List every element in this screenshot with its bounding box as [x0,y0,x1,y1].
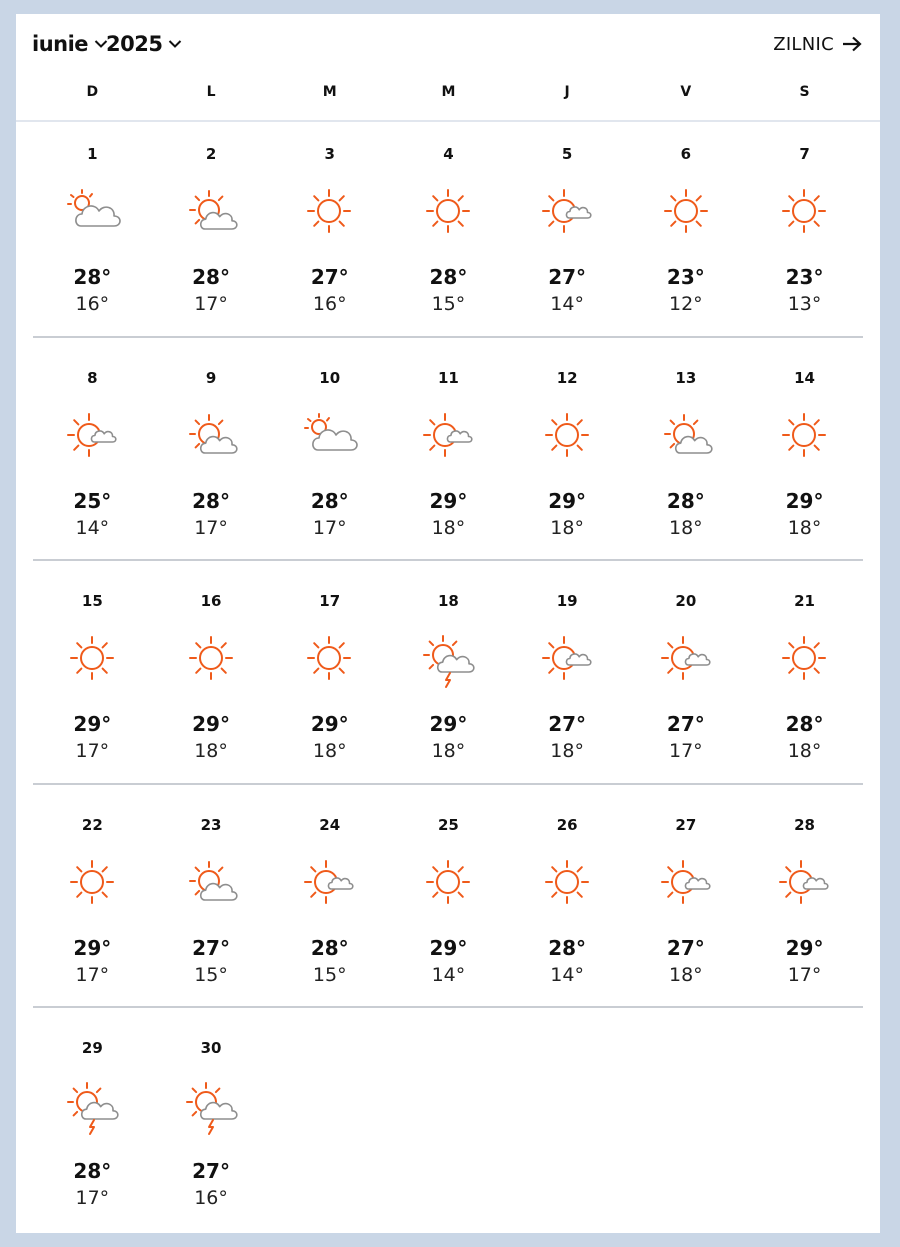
day-cell[interactable] [270,145,389,345]
low-temp: 14° [431,963,466,986]
day-cell[interactable] [389,592,508,792]
daily-view-link[interactable] [773,31,862,57]
low-temp: 18° [312,740,347,762]
day-number: 28 [794,815,815,834]
low-temp: 18° [550,740,584,762]
low-temp: 18° [669,516,703,539]
cloudy-icon [298,405,362,469]
high-temp: 27° [192,1159,230,1183]
high-temp: 27° [666,935,705,960]
day-number: 17 [319,592,341,610]
day-cell[interactable] [508,369,627,569]
weekday-label: S [799,84,810,100]
thunderstorm-icon [180,1075,244,1139]
sunny-icon [298,181,362,245]
day-cell[interactable] [745,816,864,1016]
low-temp: 13° [787,293,822,315]
day-number: 15 [81,592,103,610]
high-temp: 29° [192,712,230,736]
weekday-label: L [206,84,216,100]
sunny-icon [417,852,481,916]
sunny-icon [180,628,244,692]
mostly-sunny-icon [773,852,837,916]
day-cell[interactable] [270,369,389,569]
mostly-sunny-icon [298,852,362,916]
low-temp: 18° [431,740,466,762]
high-temp: 27° [192,935,230,960]
day-number: 18 [438,592,459,610]
day-number: 19 [556,592,578,610]
low-temp: 16° [194,1187,228,1209]
week-divider [33,559,863,561]
day-cell[interactable] [152,369,271,569]
day-number: 11 [438,368,459,387]
day-cell[interactable] [508,592,627,792]
low-temp: 15° [431,293,466,315]
low-temp: 17° [194,293,228,315]
high-temp: 28° [310,935,349,960]
low-temp: 18° [550,516,584,539]
partly-cloudy-icon [180,181,244,245]
day-number: 25 [438,815,459,834]
mostly-sunny-icon [655,628,719,692]
high-temp: 28° [73,1159,112,1183]
high-temp: 29° [73,712,112,736]
partly-cloudy-icon [180,405,244,469]
low-temp: 17° [75,740,110,762]
high-temp: 27° [666,712,705,736]
day-cell[interactable] [508,816,627,1016]
high-temp: 28° [785,712,824,736]
day-number: 6 [680,145,692,163]
sunny-icon [773,628,837,692]
low-temp: 15° [194,963,228,986]
high-temp: 29° [785,935,824,960]
high-temp: 29° [429,935,468,960]
mostly-sunny-icon [655,852,719,916]
sunny-icon [773,405,837,469]
sunny-icon [61,628,125,692]
day-cell[interactable] [745,369,864,569]
day-number: 29 [81,1039,103,1057]
day-cell[interactable] [627,592,746,792]
day-number: 9 [205,368,217,387]
weekday-label: J [564,84,570,100]
weekday-label: M [441,84,456,100]
day-number: 8 [87,368,98,387]
day-number: 30 [200,1039,222,1057]
day-cell[interactable] [152,145,271,345]
sunny-icon [298,628,362,692]
week-divider [33,336,863,338]
day-cell[interactable] [152,592,271,792]
day-cell[interactable] [270,592,389,792]
day-number: 2 [205,145,217,163]
high-temp: 29° [429,712,468,736]
high-temp: 29° [548,488,587,513]
day-cell[interactable] [270,816,389,1016]
low-temp: 18° [787,740,822,762]
sunny-icon [536,852,600,916]
year-selector[interactable] [106,31,182,57]
day-number: 21 [794,592,815,610]
header-divider [16,120,880,122]
high-temp: 28° [310,488,349,513]
weekday-label: D [86,84,99,100]
mostly-sunny-icon [536,628,600,692]
low-temp: 18° [669,963,703,986]
day-cell[interactable] [508,145,627,345]
day-cell[interactable] [745,145,864,345]
sunny-icon [773,181,837,245]
day-cell[interactable] [745,592,864,792]
sunny-icon [655,181,719,245]
low-temp: 17° [194,516,228,539]
high-temp: 27° [548,712,587,736]
year-label: 2025 [106,32,163,56]
high-temp: 28° [548,935,587,960]
low-temp: 18° [194,740,228,762]
day-number: 13 [675,368,697,387]
day-number: 4 [443,145,454,163]
high-temp: 29° [429,488,468,513]
low-temp: 12° [669,293,703,315]
day-number: 1 [87,145,98,163]
high-temp: 28° [666,488,705,513]
day-cell[interactable] [33,1039,152,1239]
partly-cloudy-icon [655,405,719,469]
mostly-sunny-icon [536,181,600,245]
day-number: 23 [200,815,222,834]
day-number: 5 [561,145,573,163]
low-temp: 16° [312,293,347,315]
day-number: 7 [799,145,810,163]
low-temp: 14° [550,963,584,986]
calendar-card [16,14,880,1233]
day-cell[interactable] [152,1039,271,1239]
sunny-icon [417,181,481,245]
low-temp: 18° [787,516,822,539]
day-cell[interactable] [389,369,508,569]
low-temp: 16° [75,293,110,315]
low-temp: 17° [787,963,822,986]
mostly-sunny-icon [61,405,125,469]
weekday-label: V [680,84,692,100]
month-label: iunie [32,32,89,56]
week-divider [33,783,863,785]
high-temp: 23° [785,265,824,289]
weekday-header-row [33,84,864,108]
partly-cloudy-icon [180,852,244,916]
high-temp: 29° [785,488,824,513]
high-temp: 25° [73,488,112,513]
day-cell[interactable] [627,369,746,569]
day-cell[interactable] [627,145,746,345]
sunny-icon [61,852,125,916]
chevron-down-icon [168,39,182,49]
day-cell[interactable] [33,369,152,569]
day-number: 3 [324,145,335,163]
high-temp: 27° [310,265,349,289]
day-number: 14 [794,368,815,387]
day-cell[interactable] [627,816,746,1016]
day-cell[interactable] [33,145,152,345]
day-number: 24 [319,815,341,834]
weekday-label: M [322,84,337,100]
thunderstorm-icon [417,628,481,692]
day-cell[interactable] [33,816,152,1016]
day-cell[interactable] [33,592,152,792]
low-temp: 15° [312,963,347,986]
high-temp: 27° [548,265,587,289]
high-temp: 28° [192,265,230,289]
arrow-right-icon [842,36,862,52]
high-temp: 28° [429,265,468,289]
day-number: 26 [556,815,578,834]
low-temp: 18° [431,516,466,539]
low-temp: 14° [550,293,584,315]
week-divider [33,1006,863,1008]
day-cell[interactable] [152,816,271,1016]
high-temp: 23° [666,265,705,289]
day-number: 20 [675,592,697,610]
high-temp: 28° [192,488,230,513]
calendar-header [16,14,880,74]
low-temp: 17° [75,1187,110,1209]
day-number: 27 [675,815,697,834]
day-cell[interactable] [389,816,508,1016]
day-cell[interactable] [389,145,508,345]
day-number: 22 [81,815,103,834]
day-number: 12 [556,368,578,387]
high-temp: 29° [310,712,349,736]
sunny-icon [536,405,600,469]
high-temp: 29° [73,935,112,960]
day-number: 10 [319,368,341,387]
low-temp: 17° [669,740,703,762]
daily-link-label: ZILNIC [773,33,834,55]
low-temp: 17° [75,963,110,986]
high-temp: 28° [73,265,112,289]
month-selector[interactable] [32,31,108,57]
low-temp: 14° [75,516,110,539]
cloudy-icon [61,181,125,245]
thunderstorm-icon [61,1075,125,1139]
day-number: 16 [200,592,222,610]
low-temp: 17° [312,516,347,539]
mostly-sunny-icon [417,405,481,469]
